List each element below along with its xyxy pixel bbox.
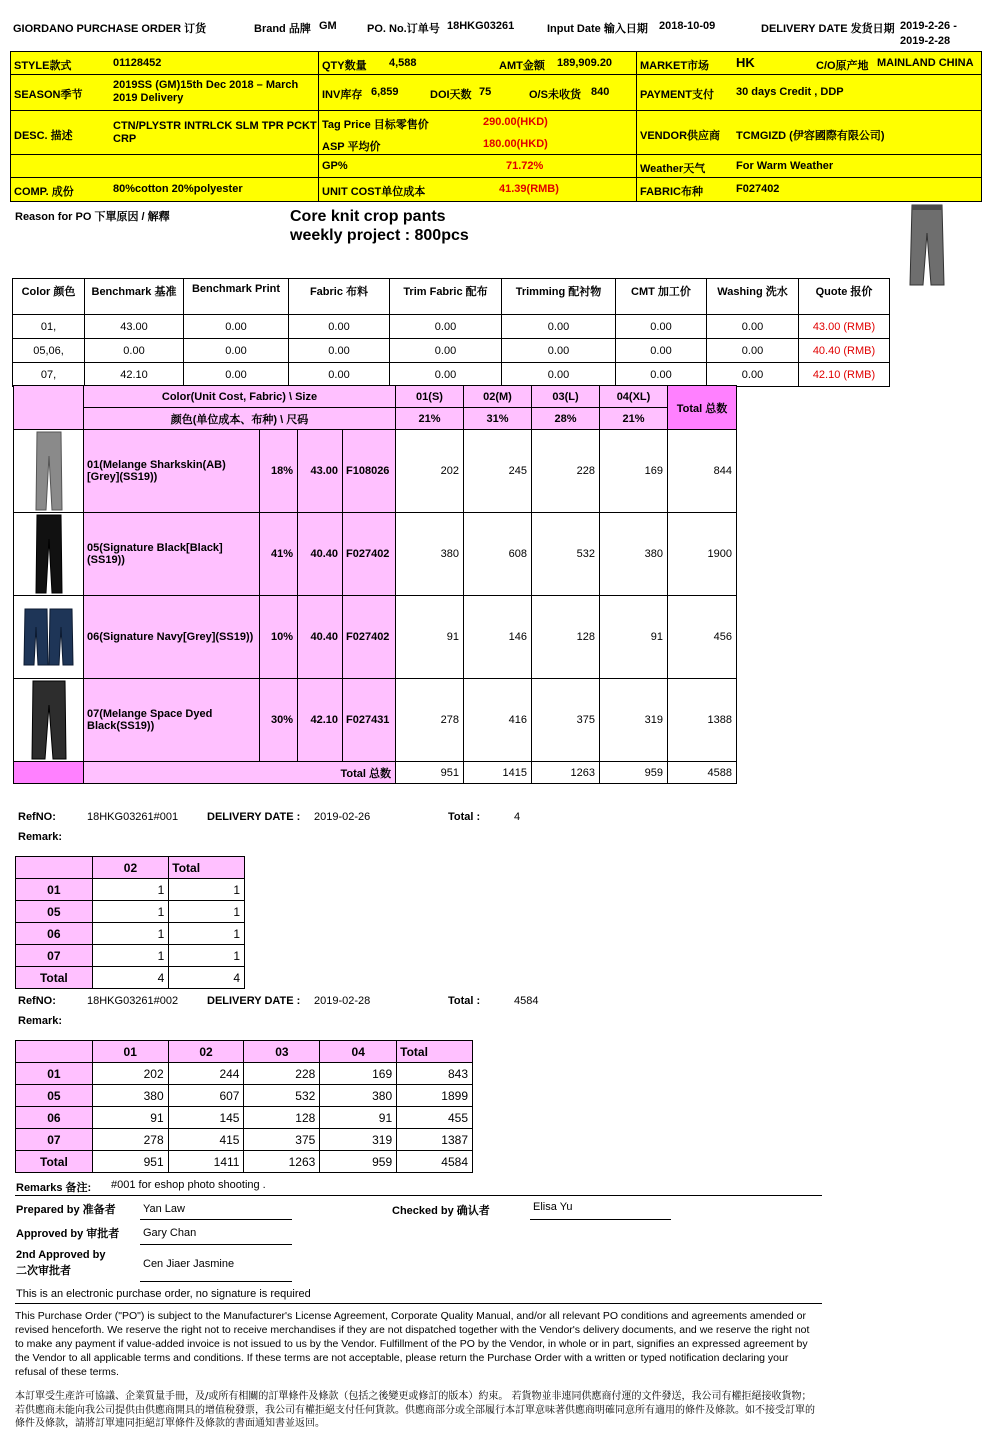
qty-cell: 91: [396, 596, 464, 679]
cost-header: Quote 报价: [799, 279, 890, 315]
os-value: 840: [591, 86, 610, 98]
market-label: MARKET市场: [640, 60, 710, 72]
ref-qty-cell: 607: [168, 1085, 244, 1107]
size-breakdown-table: [13, 385, 737, 784]
ref-row-label: 05: [16, 901, 93, 923]
ref2-date-label: DELIVERY DATE :: [207, 995, 301, 1007]
quote-cell: 42.10 (RMB): [799, 363, 890, 387]
ref2-remark-label: Remark:: [18, 1015, 63, 1027]
cost-cell: 0.00: [289, 339, 390, 363]
size-table-header-cn: 颜色(单位成本、布种) \ 尺码: [84, 408, 396, 430]
ref-row-label: 06: [16, 1107, 93, 1129]
ref-qty-cell: 380: [320, 1085, 397, 1107]
color-cost: 43.00: [298, 430, 343, 513]
ref-qty-cell: 959: [320, 1151, 397, 1173]
ref-qty-cell: 278: [92, 1129, 168, 1151]
size-ratio: 21%: [396, 408, 464, 430]
payment-label: PAYMENT支付: [640, 89, 714, 101]
ref-qty-cell: 951: [92, 1151, 168, 1173]
cost-cell: 0.00: [707, 363, 799, 387]
swatch-image-07: [14, 679, 84, 762]
ref-row-label: Total: [16, 1151, 93, 1173]
swatch-image-05: [14, 513, 84, 596]
vendor-value: TCMGIZD (伊容國際有限公司): [736, 130, 885, 142]
ref-qty-cell: 91: [320, 1107, 397, 1129]
qty-cell: 146: [464, 596, 532, 679]
reason-label: Reason for PO 下單原因 / 解釋: [15, 211, 170, 223]
row-total: 844: [668, 430, 737, 513]
approved-value: Gary Chan: [143, 1227, 197, 1239]
ref-row-label: 06: [16, 923, 93, 945]
qty-cell: 278: [396, 679, 464, 762]
ref-qty-cell: 380: [92, 1085, 168, 1107]
ref-row-label: Total: [16, 967, 93, 989]
ref-col-header: 04: [320, 1041, 397, 1063]
approved-label: Approved by 审批者: [16, 1228, 120, 1240]
qty-cell: 169: [600, 430, 668, 513]
cost-cell: 0.00: [289, 363, 390, 387]
cost-cell: 43.00: [85, 315, 184, 339]
size-header: 01(S): [396, 386, 464, 408]
color-pct: 41%: [260, 513, 298, 596]
quote-cell: 40.40 (RMB): [799, 339, 890, 363]
co-value: MAINLAND CHINA: [877, 57, 974, 69]
cost-header: Color 颜色: [13, 279, 85, 315]
cost-cell: 0.00: [184, 339, 289, 363]
swatch-image-01: [14, 430, 84, 513]
approved2-label-1: 2nd Approved by: [16, 1249, 106, 1261]
os-label: O/S未收货: [529, 89, 581, 101]
ref-qty-cell: 532: [244, 1085, 320, 1107]
ref-col-header: Total: [169, 857, 245, 879]
quote-cell: 43.00 (RMB): [799, 315, 890, 339]
qty-cell: 319: [600, 679, 668, 762]
cost-row: [13, 315, 890, 339]
ref-qty-cell: 91: [92, 1107, 168, 1129]
cost-cell: 0.00: [502, 363, 616, 387]
size-header: 03(L): [532, 386, 600, 408]
ref-qty-cell: 1411: [168, 1151, 244, 1173]
cost-cell: 42.10: [85, 363, 184, 387]
ref1-remark-label: Remark:: [18, 831, 63, 843]
desc-label: DESC. 描述: [14, 130, 73, 142]
ref-col-header: [16, 857, 93, 879]
color-name: 06(Signature Navy[Grey](SS19)): [84, 596, 260, 679]
tag-price-value: 290.00(HKD): [483, 116, 548, 128]
ref-qty-cell: 202: [92, 1063, 168, 1085]
checked-label: Checked by 确认者: [392, 1205, 490, 1217]
po-title: GIORDANO PURCHASE ORDER 订货: [13, 23, 207, 35]
qty-cell: 202: [396, 430, 464, 513]
ref-qty-cell: 145: [168, 1107, 244, 1129]
color-pct: 18%: [260, 430, 298, 513]
reason-line-2: weekly project : 800pcs: [290, 227, 469, 244]
amt-label: AMT金额: [499, 60, 545, 72]
ref-row-label: 07: [16, 1129, 93, 1151]
ref-qty-cell: 1: [169, 923, 245, 945]
approved2-value: Cen Jiaer Jasmine: [143, 1258, 235, 1270]
electronic-note: This is an electronic purchase order, no signature is required: [16, 1288, 311, 1300]
cost-cell: 0.00: [707, 315, 799, 339]
cost-cell: 0.00: [616, 315, 707, 339]
qty-cell: 608: [464, 513, 532, 596]
input-date-label: Input Date 输入日期: [547, 23, 648, 35]
delivery-date-end: 2019-2-28: [900, 35, 951, 47]
color-cost: 40.40: [298, 596, 343, 679]
qty-value: 4,588: [389, 57, 417, 69]
qty-cell: 380: [396, 513, 464, 596]
input-date-value: 2018-10-09: [659, 20, 716, 32]
terms-english: This Purchase Order ("PO") is subject to the Manufacturer's License Agreement, Corporate Quality Manual, and/or all relevant PO conditions and agreements amended or revised henceforth. We reserve the right not to receive merchandises if they are not dispatched together with the Vendor's delivery documents, and we reserve the right not to make any payment if value-added invoice is not issued to us by the Vendor. Fulfillment of the PO by the Vendor, in whole or in part, signifies an expressed agreement by the Vendor to all applicable terms and conditions. If these terms are not acceptable, please return the Purchase Order with a written or typed notification declaring your refusal of these terms.: [15, 1310, 810, 1378]
tag-price-label: Tag Price 目标零售价: [322, 119, 429, 131]
cost-table: [12, 278, 890, 387]
ref2-total-label: Total :: [448, 995, 481, 1007]
size-header: 04(XL): [600, 386, 668, 408]
doi-label: DOI天数: [430, 89, 472, 101]
color-name: 01(Melange Sharkskin(AB)[Grey](SS19)): [84, 430, 260, 513]
qty-cell: 375: [532, 679, 600, 762]
delivery-date-label: DELIVERY DATE 发货日期: [761, 23, 895, 35]
checked-value: Elisa Yu: [533, 1201, 573, 1213]
cost-cell: 0.00: [390, 315, 502, 339]
ref1-value: 18HKG03261#001: [87, 811, 179, 823]
unit-cost-value: 41.39(RMB): [499, 183, 559, 195]
cost-cell: 0.00: [85, 339, 184, 363]
color-name: 07(Melange Space Dyed Black(SS19)): [84, 679, 260, 762]
ref2-label: RefNO:: [18, 995, 56, 1007]
prepared-label: Prepared by 准备者: [16, 1204, 116, 1216]
info-block: [10, 51, 982, 202]
ref-col-header: [16, 1041, 93, 1063]
cost-cell: 0.00: [184, 363, 289, 387]
ref1-date: 2019-02-26: [314, 811, 371, 823]
size-header: 02(M): [464, 386, 532, 408]
ref-col-header: 03: [244, 1041, 320, 1063]
row-total: 1900: [668, 513, 737, 596]
total-header: Total 总数: [668, 386, 737, 430]
cost-cell: 0.00: [390, 363, 502, 387]
size-ratio: 21%: [600, 408, 668, 430]
style-label: STYLE款式: [14, 60, 72, 72]
ref-qty-cell: 1263: [244, 1151, 320, 1173]
weather-value: For Warm Weather: [736, 160, 834, 172]
remarks-label: Remarks 备注:: [16, 1182, 92, 1194]
doi-value: 75: [479, 86, 492, 98]
ref-qty-cell: 455: [397, 1107, 473, 1129]
cost-header: Fabric 布料: [289, 279, 390, 315]
amt-value: 189,909.20: [557, 57, 613, 69]
season-value: 2019SS (GM)15th Dec 2018 – March 2019 Delivery: [113, 79, 299, 104]
weather-label: Weather天气: [640, 163, 706, 175]
cost-cell: 0.00: [289, 315, 390, 339]
vendor-label: VENDOR供应商: [640, 130, 721, 142]
color-pct: 30%: [260, 679, 298, 762]
ref-row-label: 01: [16, 1063, 93, 1085]
size-total: 1263: [532, 762, 600, 784]
ref-qty-cell: 1: [169, 945, 245, 967]
ref-col-header: 01: [92, 1041, 168, 1063]
desc-value: CTN/PLYSTR INTRLCK SLM TPR PCKT CRP: [113, 120, 317, 145]
cost-row: [13, 339, 890, 363]
grand-total: 4588: [668, 762, 737, 784]
cost-header: Benchmark 基准: [85, 279, 184, 315]
ref-qty-cell: 843: [397, 1063, 473, 1085]
ref2-total: 4584: [514, 995, 539, 1007]
gp-value: 71.72%: [506, 160, 544, 172]
ref-qty-cell: 244: [168, 1063, 244, 1085]
color-fabric: F108026: [343, 430, 396, 513]
qty-cell: 532: [532, 513, 600, 596]
size-ratio: 28%: [532, 408, 600, 430]
market-value: HK: [736, 55, 755, 70]
cost-cell: 0.00: [390, 339, 502, 363]
cost-cell: 0.00: [502, 315, 616, 339]
cost-header: Benchmark Print: [184, 279, 289, 315]
ref-col-header: Total: [397, 1041, 473, 1063]
unit-cost-label: UNIT COST单位成本: [322, 186, 426, 198]
brand-value: GM: [319, 20, 337, 32]
po-no-label: PO. No.订单号: [367, 23, 440, 35]
ref-row-label: 01: [16, 879, 93, 901]
ref-qty-cell: 375: [244, 1129, 320, 1151]
po-no-value: 18HKG03261: [447, 20, 515, 32]
ref2-date: 2019-02-28: [314, 995, 371, 1007]
qty-cell: 245: [464, 430, 532, 513]
ref1-total: 4: [514, 811, 521, 823]
color-fabric: F027402: [343, 513, 396, 596]
cost-cell: 0.00: [184, 315, 289, 339]
brand-label: Brand 品牌: [254, 23, 311, 35]
size-total: 951: [396, 762, 464, 784]
ref1-table: [15, 856, 245, 989]
ref-qty-cell: 1: [92, 879, 169, 901]
ref-qty-cell: 4: [92, 967, 169, 989]
qty-cell: 228: [532, 430, 600, 513]
ref-qty-cell: 4: [169, 967, 245, 989]
ref-qty-cell: 128: [244, 1107, 320, 1129]
ref1-label: RefNO:: [18, 811, 56, 823]
ref-col-header: 02: [92, 857, 169, 879]
ref1-total-label: Total :: [448, 811, 481, 823]
qty-cell: 128: [532, 596, 600, 679]
ref1-date-label: DELIVERY DATE :: [207, 811, 301, 823]
product-thumbnail-image: [906, 203, 948, 288]
ref2-value: 18HKG03261#002: [87, 995, 179, 1007]
terms-chinese: 本訂單受生產許可協議、企業質量手冊，及/或所有相關的訂單條件及條款（包括之後變更或修訂的版本）約束。 若貨物並非連同供應商付運的文件發送，我公司有權拒絕接收貨物；若供應商未能向我公司提供由供應商開具的增值稅發票，我公司有權拒絕支付任何貨款。供應商部分或全部履行本訂單意味著供應商明確同意所有適用的條件及條款。如不接受訂單的條件及條款，請將訂單連同拒絕訂單條件及條款的書面通知書並返回。: [15, 1391, 815, 1429]
style-value: 01128452: [113, 57, 162, 69]
ref-row-label: 07: [16, 945, 93, 967]
fabric-value: F027402: [736, 183, 780, 195]
delivery-date-start: 2019-2-26 -: [900, 20, 957, 32]
ref-qty-cell: 1: [169, 901, 245, 923]
remarks-value: #001 for eshop photo shooting .: [111, 1179, 266, 1191]
inv-value: 6,859: [371, 86, 399, 98]
gp-label: GP%: [322, 160, 348, 172]
cost-header: Washing 洗水: [707, 279, 799, 315]
ref-qty-cell: 1: [92, 923, 169, 945]
ref-row-label: 05: [16, 1085, 93, 1107]
ref-qty-cell: 169: [320, 1063, 397, 1085]
color-cost: 42.10: [298, 679, 343, 762]
swatch-image-06: [14, 596, 84, 679]
color-pct: 10%: [260, 596, 298, 679]
size-total: 959: [600, 762, 668, 784]
asp-label: ASP 平均价: [322, 141, 381, 153]
asp-value: 180.00(HKD): [483, 138, 548, 150]
ref-qty-cell: 4584: [397, 1151, 473, 1173]
cost-cell: 07,: [13, 363, 85, 387]
cost-cell: 05,06,: [13, 339, 85, 363]
season-label: SEASON季节: [14, 89, 83, 101]
cost-row: [13, 363, 890, 387]
qty-cell: 91: [600, 596, 668, 679]
total-row-label: Total 总数: [84, 762, 396, 784]
approved2-label-2: 二次审批者: [16, 1265, 71, 1277]
row-total: 1388: [668, 679, 737, 762]
cost-cell: 0.00: [616, 363, 707, 387]
reason-line-1: Core knit crop pants: [290, 208, 446, 225]
comp-value: 80%cotton 20%polyester: [113, 183, 243, 195]
qty-cell: 380: [600, 513, 668, 596]
color-fabric: F027431: [343, 679, 396, 762]
comp-label: COMP. 成份: [14, 186, 74, 198]
inv-label: INV库存: [322, 89, 363, 101]
color-name: 05(Signature Black[Black](SS19)): [84, 513, 260, 596]
fabric-label: FABRIC布种: [640, 186, 703, 198]
size-ratio: 31%: [464, 408, 532, 430]
cost-cell: 01,: [13, 315, 85, 339]
ref-qty-cell: 1: [92, 901, 169, 923]
cost-cell: 0.00: [616, 339, 707, 363]
co-label: C/O原产地: [816, 60, 869, 72]
ref-qty-cell: 1387: [397, 1129, 473, 1151]
ref-qty-cell: 1: [169, 879, 245, 901]
color-cost: 40.40: [298, 513, 343, 596]
row-total: 456: [668, 596, 737, 679]
ref-col-header: 02: [168, 1041, 244, 1063]
qty-label: QTY数量: [322, 60, 367, 72]
prepared-value: Yan Law: [143, 1203, 185, 1215]
qty-cell: 416: [464, 679, 532, 762]
ref-qty-cell: 319: [320, 1129, 397, 1151]
cost-header: CMT 加工价: [616, 279, 707, 315]
cost-cell: 0.00: [707, 339, 799, 363]
ref2-table: [15, 1040, 473, 1173]
ref-qty-cell: 228: [244, 1063, 320, 1085]
cost-header: Trimming 配衬物: [502, 279, 616, 315]
payment-value: 30 days Credit , DDP: [736, 86, 844, 98]
ref-qty-cell: 1: [92, 945, 169, 967]
color-fabric: F027402: [343, 596, 396, 679]
size-total: 1415: [464, 762, 532, 784]
ref-qty-cell: 1899: [397, 1085, 473, 1107]
cost-header: Trim Fabric 配布: [390, 279, 502, 315]
ref-qty-cell: 415: [168, 1129, 244, 1151]
size-table-header-en: Color(Unit Cost, Fabric) \ Size: [84, 386, 396, 408]
cost-cell: 0.00: [502, 339, 616, 363]
